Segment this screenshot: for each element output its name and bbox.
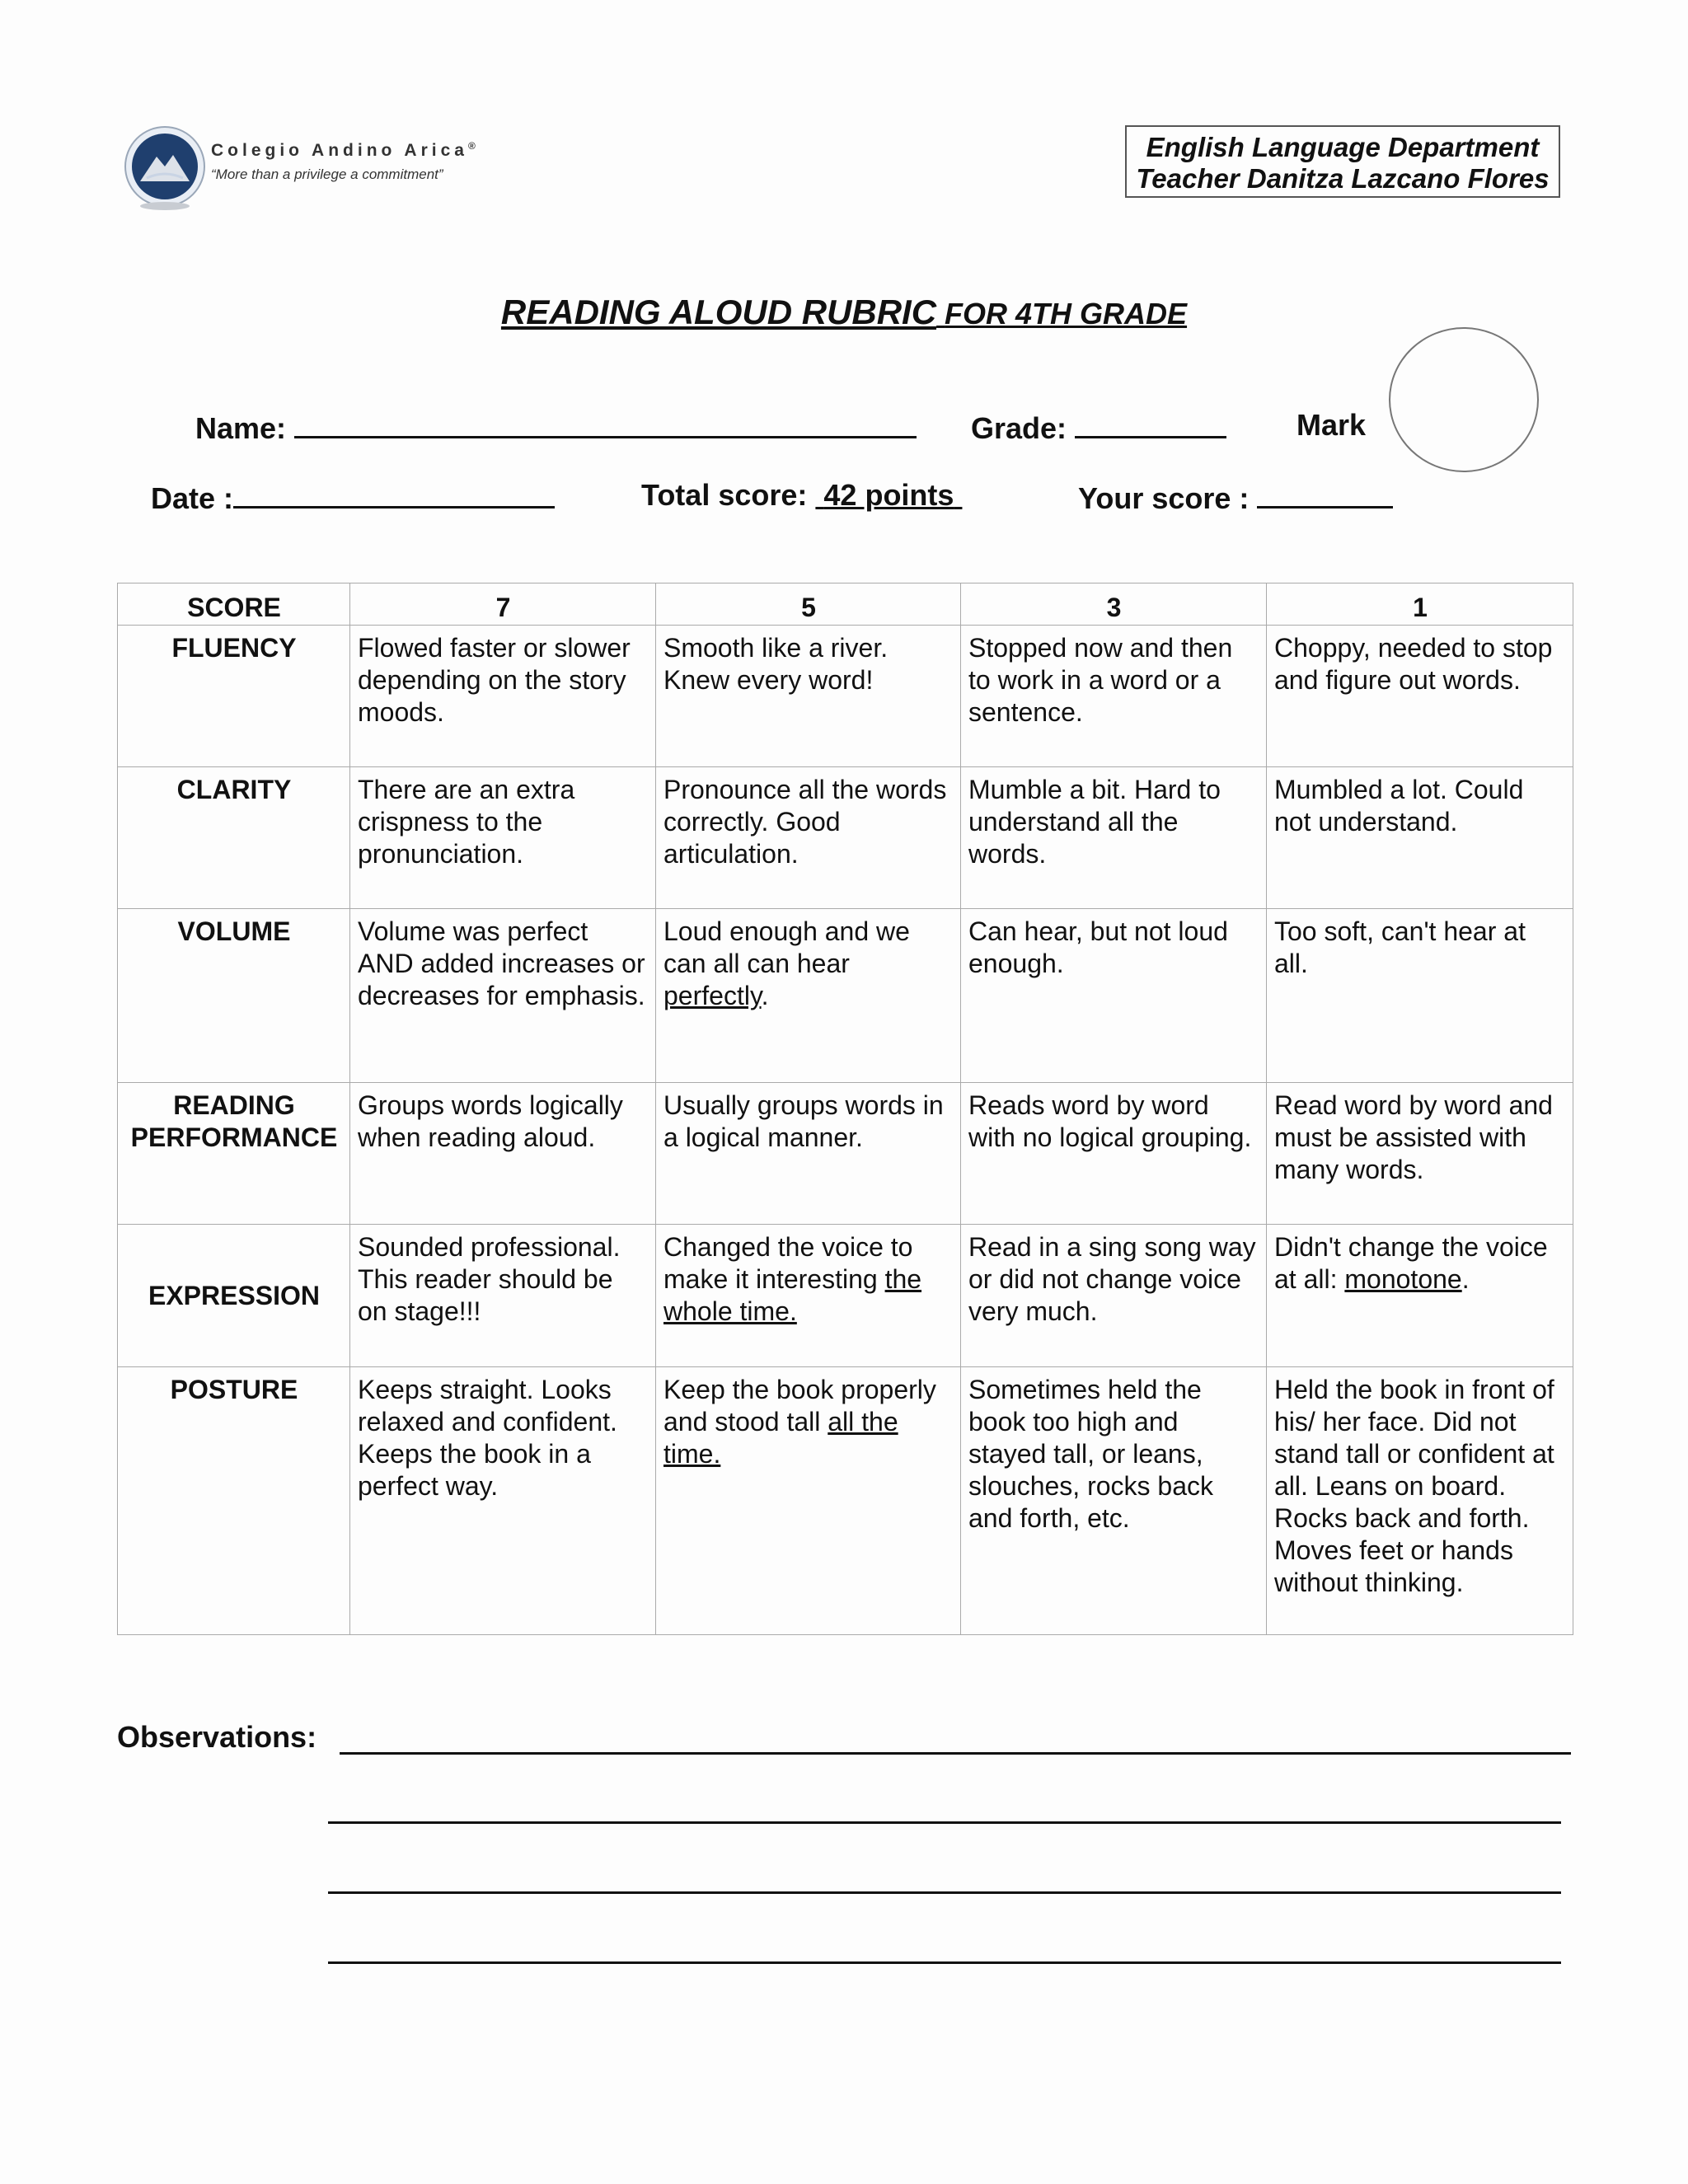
date-field[interactable] <box>151 478 555 516</box>
table-cell: Pronounce all the words correctly. Good articulation. <box>656 767 961 909</box>
criterion-volume: VOLUME <box>118 909 350 1083</box>
table-row-expression <box>118 1225 1573 1367</box>
table-cell: Read word by word and must be assisted with many words. <box>1267 1083 1573 1225</box>
table-cell: Keep the book properly and stood tall all the time. <box>656 1367 961 1635</box>
your-score-blank[interactable] <box>1257 478 1393 509</box>
observations-line-4[interactable] <box>328 1961 1561 1964</box>
total-score-label: Total score: <box>641 478 808 512</box>
rubric-table <box>117 583 1573 1635</box>
table-cell: Loud enough and we can all can hear perfectly. <box>656 909 961 1083</box>
table-cell: Keeps straight. Looks relaxed and confident. Keeps the book in a perfect way. <box>350 1367 656 1635</box>
header-7: 7 <box>350 583 656 626</box>
table-cell: Can hear, but not loud enough. <box>961 909 1267 1083</box>
name-blank[interactable] <box>294 408 917 438</box>
department-box <box>1125 125 1560 198</box>
table-cell: Reads word by word with no logical grouping. <box>961 1083 1267 1225</box>
table-row-clarity <box>118 767 1573 909</box>
table-cell: There are an extra crispness to the pronunciation. <box>350 767 656 909</box>
criterion-expression: EXPRESSION <box>118 1225 350 1367</box>
criterion-clarity: CLARITY <box>118 767 350 909</box>
table-cell: Flowed faster or slower depending on the story moods. <box>350 626 656 767</box>
observations-line-3[interactable] <box>328 1891 1561 1894</box>
table-cell: Too soft, can't hear at all. <box>1267 909 1573 1083</box>
grade-field[interactable] <box>971 408 1226 446</box>
table-cell: Groups words logically when reading aloud. <box>350 1083 656 1225</box>
criterion-fluency: FLUENCY <box>118 626 350 767</box>
school-logo <box>122 124 501 214</box>
header-score: SCORE <box>118 583 350 626</box>
your-score-field[interactable] <box>1078 478 1393 516</box>
criterion-reading-performance: READING PERFORMANCE <box>118 1083 350 1225</box>
mark-circle[interactable] <box>1389 327 1539 472</box>
table-cell: Volume was perfect AND added increases or decreases for emphasis. <box>350 909 656 1083</box>
your-score-label: Your score : <box>1078 481 1250 515</box>
observations-label: Observations: <box>117 1720 317 1754</box>
observations-line-2[interactable] <box>328 1821 1561 1824</box>
header-5: 5 <box>656 583 961 626</box>
table-cell: Choppy, needed to stop and figure out words. <box>1267 626 1573 767</box>
page-title <box>0 293 1688 332</box>
table-cell: Usually groups words in a logical manner. <box>656 1083 961 1225</box>
table-row-posture <box>118 1367 1573 1635</box>
school-motto: “More than a privilege a commitment” <box>211 166 443 182</box>
observations-line-1[interactable] <box>340 1752 1571 1755</box>
table-row-volume <box>118 909 1573 1083</box>
table-header-row <box>118 583 1573 626</box>
mark-label: Mark <box>1296 408 1367 442</box>
teacher-name: Teacher Danitza Lazcano Flores <box>1136 163 1550 194</box>
table-cell: Didn't change the voice at all: monotone. <box>1267 1225 1573 1367</box>
header-1: 1 <box>1267 583 1573 626</box>
table-cell: Changed the voice to make it interesting the whole time. <box>656 1225 961 1367</box>
total-score-value: 42 points <box>823 478 954 512</box>
table-cell: Read in a sing song way or did not change voice very much. <box>961 1225 1267 1367</box>
table-cell: Stopped now and then to work in a word or a sentence. <box>961 626 1267 767</box>
table-row-fluency <box>118 626 1573 767</box>
school-name: Colegio Andino Arica® <box>211 140 476 160</box>
table-row-reading-performance <box>118 1083 1573 1225</box>
grade-blank[interactable] <box>1075 408 1226 438</box>
table-cell: Held the book in front of his/ her face. Did not stand tall or confident at all. Leans on board. Rocks back and forth. Moves feet or hands without thinking. <box>1267 1367 1573 1635</box>
title-main: READING ALOUD RUBRIC <box>500 293 937 331</box>
table-cell: Mumble a bit. Hard to understand all the words. <box>961 767 1267 909</box>
header-3: 3 <box>961 583 1267 626</box>
table-cell: Mumbled a lot. Could not understand. <box>1267 767 1573 909</box>
date-label: Date : <box>151 481 234 515</box>
criterion-posture: POSTURE <box>118 1367 350 1635</box>
name-label: Name: <box>195 411 287 445</box>
total-score-field <box>641 478 962 513</box>
department-name: English Language Department <box>1146 132 1540 162</box>
grade-label: Grade: <box>971 411 1067 445</box>
table-cell: Smooth like a river. Knew every word! <box>656 626 961 767</box>
table-cell: Sounded professional. This reader should be on stage!!! <box>350 1225 656 1367</box>
table-cell: Sometimes held the book too high and stayed tall, or leans, slouches, rocks back and forth, etc. <box>961 1367 1267 1635</box>
title-sub: FOR 4TH GRADE <box>945 297 1188 330</box>
date-blank[interactable] <box>233 478 555 509</box>
school-crest-icon <box>122 124 211 214</box>
name-field[interactable] <box>195 408 917 446</box>
